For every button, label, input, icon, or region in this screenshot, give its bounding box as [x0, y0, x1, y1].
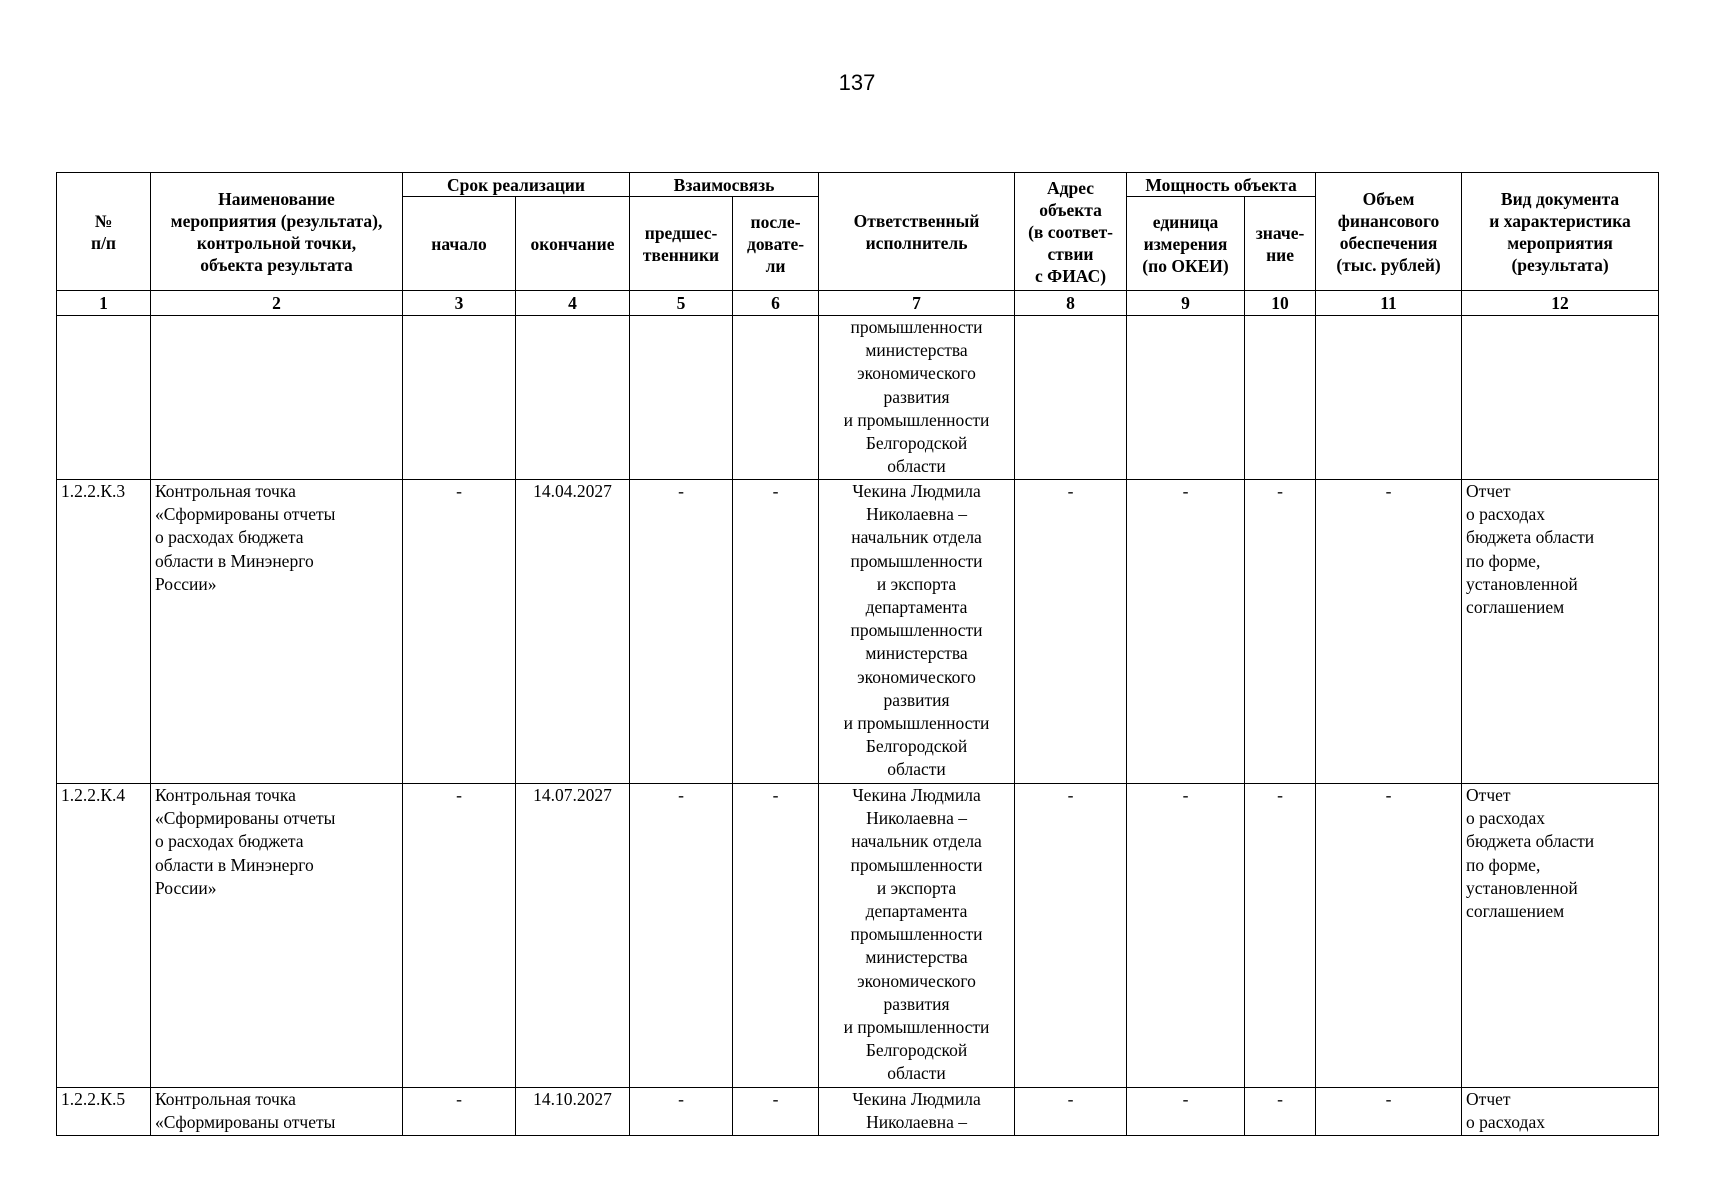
header-address: Адрес объекта (в соответ- ствии с ФИАС): [1015, 173, 1127, 291]
cell-name: Контрольная точка «Сформированы отчеты: [151, 1088, 403, 1136]
cell-address: -: [1015, 784, 1127, 1088]
cell-end: [516, 316, 630, 480]
cell-no: 1.2.2.К.3: [57, 480, 151, 784]
column-number: 3: [403, 291, 516, 316]
header-relation-prev: предшес- твенники: [630, 197, 733, 291]
cell-next: -: [733, 480, 819, 784]
column-number: 7: [819, 291, 1015, 316]
cell-no: 1.2.2.К.4: [57, 784, 151, 1088]
header-relation-next: после- довате- ли: [733, 197, 819, 291]
header-doc-type: Вид документа и характеристика мероприятия (результата): [1462, 173, 1659, 291]
cell-value: [1245, 316, 1316, 480]
page-number: 137: [838, 70, 876, 95]
cell-prev: -: [630, 480, 733, 784]
cell-name: Контрольная точка «Сформированы отчеты о расходах бюджета области в Минэнерго России»: [151, 784, 403, 1088]
cell-start: -: [403, 1088, 516, 1136]
cell-finance: -: [1316, 1088, 1462, 1136]
cell-value: -: [1245, 1088, 1316, 1136]
cell-start: -: [403, 480, 516, 784]
column-number: 9: [1127, 291, 1245, 316]
column-number: 10: [1245, 291, 1316, 316]
cell-unit: [1127, 316, 1245, 480]
cell-end: 14.10.2027: [516, 1088, 630, 1136]
header-capacity-unit: единица измерения (по ОКЕИ): [1127, 197, 1245, 291]
table-row: [57, 784, 1659, 1088]
column-number: 5: [630, 291, 733, 316]
header-capacity-group: Мощность объекта: [1127, 173, 1316, 197]
header-name: Наименование мероприятия (результата), контрольной точки, объекта результата: [151, 173, 403, 291]
cell-unit: -: [1127, 480, 1245, 784]
header-term-start: начало: [403, 197, 516, 291]
header-no: № п/п: [57, 173, 151, 291]
cell-finance: -: [1316, 480, 1462, 784]
cell-unit: -: [1127, 1088, 1245, 1136]
cell-executor: Чекина Людмила Николаевна –: [819, 1088, 1015, 1136]
cell-doc: Отчет о расходах: [1462, 1088, 1659, 1136]
cell-start: -: [403, 784, 516, 1088]
cell-prev: [630, 316, 733, 480]
table-row: [57, 316, 1659, 480]
cell-start: [403, 316, 516, 480]
cell-end: 14.04.2027: [516, 480, 630, 784]
cell-address: -: [1015, 1088, 1127, 1136]
table-row: [57, 480, 1659, 784]
table-header: [57, 173, 1659, 316]
plan-table: [56, 172, 1659, 1136]
header-relation-group: Взаимосвязь: [630, 173, 819, 197]
cell-name: Контрольная точка «Сформированы отчеты о расходах бюджета области в Минэнерго России»: [151, 480, 403, 784]
cell-next: [733, 316, 819, 480]
cell-prev: -: [630, 784, 733, 1088]
cell-finance: [1316, 316, 1462, 480]
column-number: 8: [1015, 291, 1127, 316]
cell-doc: Отчет о расходах бюджета области по форме, установленной соглашением: [1462, 784, 1659, 1088]
cell-address: [1015, 316, 1127, 480]
cell-value: -: [1245, 784, 1316, 1088]
cell-end: 14.07.2027: [516, 784, 630, 1088]
cell-executor: промышленности министерства экономического развития и промышленности Белгородской области: [819, 316, 1015, 480]
header-finance: Объем финансового обеспечения (тыс. рублей): [1316, 173, 1462, 291]
cell-address: -: [1015, 480, 1127, 784]
cell-finance: -: [1316, 784, 1462, 1088]
table-body: [57, 316, 1659, 1136]
column-number: 2: [151, 291, 403, 316]
cell-no: 1.2.2.К.5: [57, 1088, 151, 1136]
cell-no: [57, 316, 151, 480]
header-term-group: Срок реализации: [403, 173, 630, 197]
column-number: 6: [733, 291, 819, 316]
column-number: 12: [1462, 291, 1659, 316]
cell-unit: -: [1127, 784, 1245, 1088]
cell-value: -: [1245, 480, 1316, 784]
cell-doc: [1462, 316, 1659, 480]
column-number: 11: [1316, 291, 1462, 316]
cell-prev: -: [630, 1088, 733, 1136]
column-number: 1: [57, 291, 151, 316]
header-executor: Ответственный исполнитель: [819, 173, 1015, 291]
column-number: 4: [516, 291, 630, 316]
header-term-end: окончание: [516, 197, 630, 291]
header-capacity-value: значе- ние: [1245, 197, 1316, 291]
cell-next: -: [733, 784, 819, 1088]
cell-doc: Отчет о расходах бюджета области по форме, установленной соглашением: [1462, 480, 1659, 784]
cell-executor: Чекина Людмила Николаевна – начальник отдела промышленности и экспорта департамента промышленности министерства экономического развития и промышленности Белгородской области: [819, 480, 1015, 784]
cell-name: [151, 316, 403, 480]
table-row: [57, 1088, 1659, 1136]
cell-next: -: [733, 1088, 819, 1136]
cell-executor: Чекина Людмила Николаевна – начальник отдела промышленности и экспорта департамента промышленности министерства экономического развития и промышленности Белгородской области: [819, 784, 1015, 1088]
column-numbers-row: [57, 291, 1659, 316]
